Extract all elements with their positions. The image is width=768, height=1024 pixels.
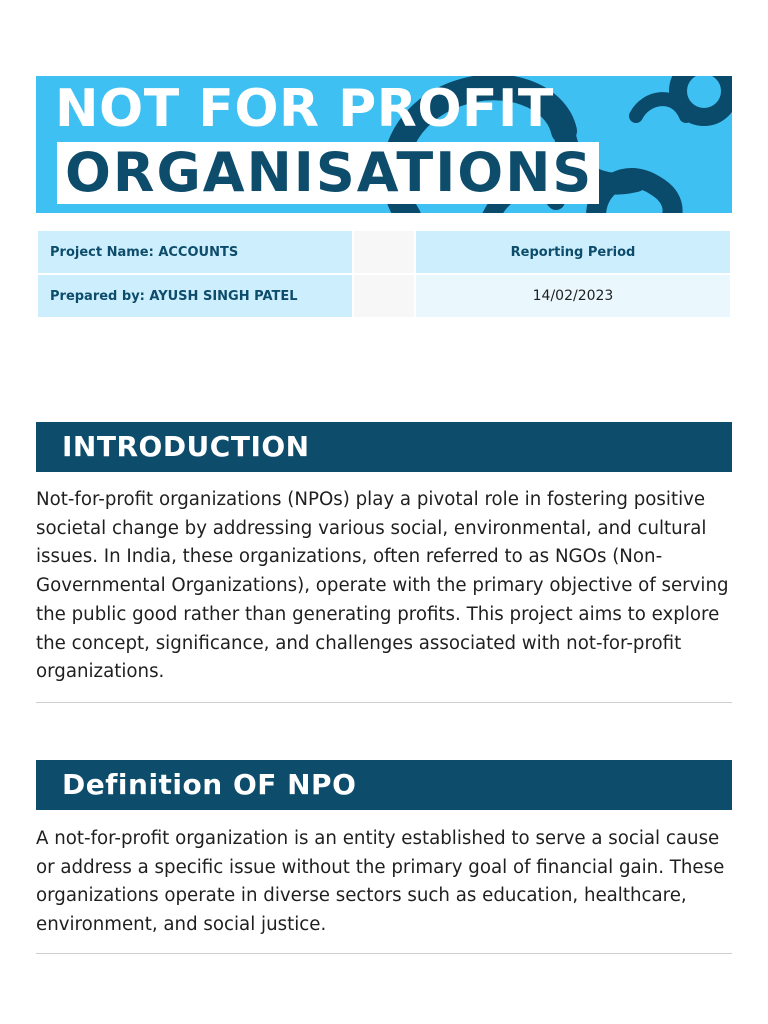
definition-heading: Definition OF NPO: [62, 768, 357, 801]
section-divider: [36, 702, 732, 703]
title-line-2: ORGANISATIONS: [65, 141, 594, 204]
introduction-paragraph: Not-for-profit organizations (NPOs) play a pivotal role in fostering positive societal change by addressing various social, environmental, and cultural issues. In India, these organizations, often referred to as NGOs (Non-Governmental Organizations), operate with the primary objective of serving the public good rather than generating profits. This project aims to explore the concept, significance, and challenges associated with not-for-profit organizations.: [36, 489, 729, 683]
title-line-2-box: [57, 142, 599, 204]
definition-paragraph: A not-for-profit organization is an entity established to serve a social cause or address a specific issue without the primary goal of financial gain. These organizations operate in diverse sectors such as education, healthcare, environment, and social justice.: [36, 828, 725, 936]
introduction-heading-bar: [36, 422, 732, 472]
prepared-by-cell: Prepared by: AYUSH SINGH PATEL: [38, 275, 352, 317]
project-name-cell: Project Name: ACCOUNTS: [38, 231, 352, 273]
info-row-1: [38, 231, 730, 273]
info-row-2: [38, 275, 730, 317]
definition-heading-bar: [36, 760, 732, 810]
section-divider: [36, 953, 732, 954]
project-info-table: [36, 229, 732, 319]
reporting-period-label: Reporting Period: [416, 231, 730, 273]
spacer-cell: [354, 275, 414, 317]
introduction-heading: INTRODUCTION: [62, 430, 310, 463]
title-line-1: NOT FOR PROFIT: [55, 79, 554, 139]
reporting-period-value: 14/02/2023: [416, 275, 730, 317]
spacer-cell: [354, 231, 414, 273]
title-banner: [36, 76, 732, 213]
